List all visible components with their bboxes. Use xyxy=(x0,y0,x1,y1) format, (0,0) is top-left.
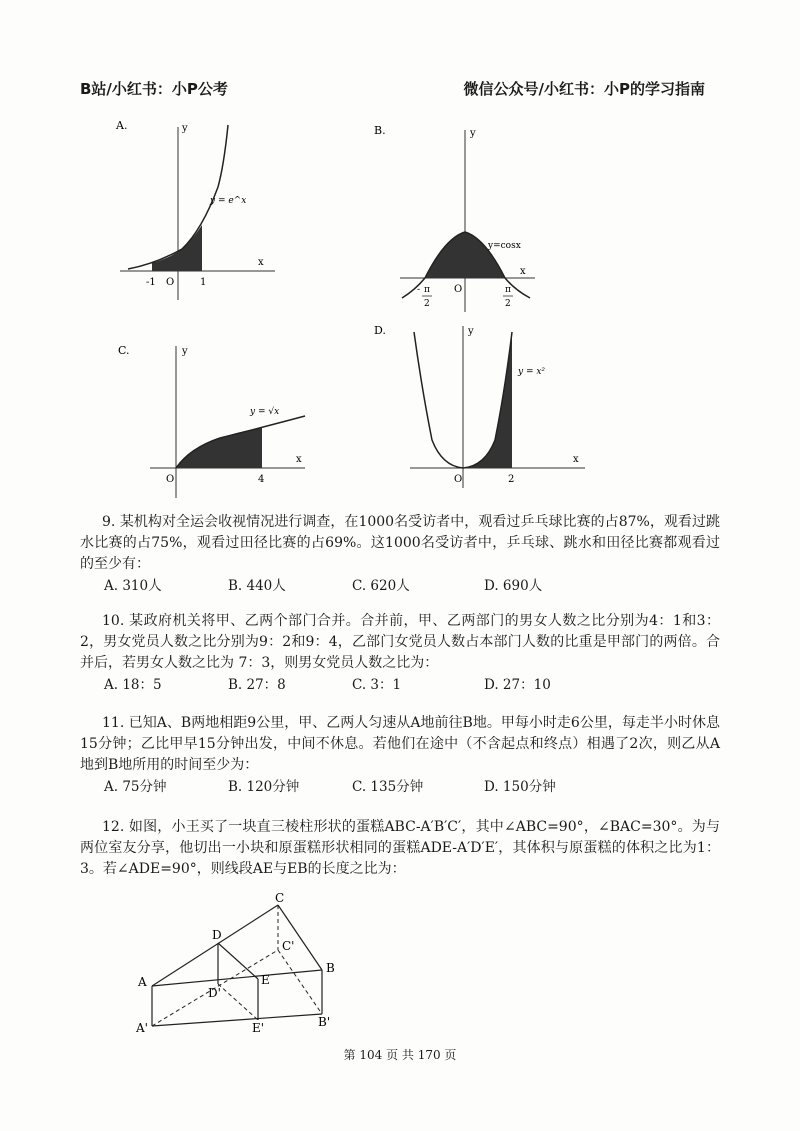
svg-text:E': E' xyxy=(252,1021,265,1035)
svg-text:A: A xyxy=(138,975,147,989)
svg-text:2: 2 xyxy=(505,299,511,309)
option-d: D. 690人 xyxy=(484,578,543,594)
svg-text:y: y xyxy=(182,123,188,134)
svg-text:π: π xyxy=(424,285,430,295)
svg-text:y = x²: y = x² xyxy=(518,367,546,377)
option-c: C. 135分钟 xyxy=(352,779,424,795)
question-text: 10. 某政府机关将甲、乙两个部门合并。合并前，甲、乙两部门的男女人数之比分别为4：1和3：2，男女党员人数之比分别为9：2和9：4，乙部门女党员人数占本部门人数的比重是甲部门的两倍。合并后，若男女人数之比为 7：3，则男女党员人数之比为： xyxy=(80,613,720,671)
graph-c-shaded-area xyxy=(176,428,262,468)
svg-text:x: x xyxy=(520,266,526,277)
question-9 xyxy=(80,512,720,597)
graph-a xyxy=(110,115,290,305)
option-b: B. 440人 xyxy=(228,578,286,594)
svg-text:x: x xyxy=(296,454,302,465)
option-b: B. 27：8 xyxy=(228,677,286,693)
svg-text:x: x xyxy=(573,454,579,465)
svg-text:E: E xyxy=(261,973,270,987)
question-text: 12. 如图，小王买了一块直三棱柱形状的蛋糕ABC-A′B′C′，其中∠ABC=90°，∠BAC=30°。为与两位室友分享，他切出一小块和原蛋糕形状相同的蛋糕ADE-A′D′E′，其体积与原蛋糕的体积之比为1：3。若∠ADE=90°，则线段AE与EB的长度之比为： xyxy=(80,819,720,877)
svg-text:A.: A. xyxy=(116,119,128,132)
option-a: A. 310人 xyxy=(104,578,162,594)
options xyxy=(80,576,720,597)
svg-text:O: O xyxy=(454,284,463,295)
svg-text:C.: C. xyxy=(118,344,130,357)
svg-text:y=cosx: y=cosx xyxy=(488,241,521,251)
svg-text:A': A' xyxy=(136,1021,148,1035)
svg-text:-: - xyxy=(417,285,421,295)
svg-text:D: D xyxy=(212,928,222,942)
svg-text:D': D' xyxy=(208,986,221,1000)
header-right: 微信公众号/小红书：小P的学习指南 xyxy=(463,80,705,98)
svg-text:x: x xyxy=(258,257,264,268)
option-c: C. 620人 xyxy=(352,578,410,594)
svg-text:y: y xyxy=(470,128,476,139)
svg-text:1: 1 xyxy=(200,277,207,288)
option-b: B. 120分钟 xyxy=(228,779,300,795)
graph-d xyxy=(370,320,590,490)
svg-text:D.: D. xyxy=(374,324,386,337)
page-footer: 第 104 页 共 170 页 xyxy=(343,1048,457,1062)
svg-text:2: 2 xyxy=(508,474,515,485)
svg-text:O: O xyxy=(166,474,175,485)
svg-text:C: C xyxy=(275,891,285,905)
graph-a-shaded-area xyxy=(152,225,202,271)
svg-text:y = √x: y = √x xyxy=(250,407,280,417)
graph-b xyxy=(370,120,550,315)
options xyxy=(80,777,720,798)
svg-text:y: y xyxy=(468,326,474,337)
options xyxy=(80,675,720,696)
svg-text:C': C' xyxy=(282,939,295,953)
svg-text:-1: -1 xyxy=(146,277,156,288)
svg-text:2: 2 xyxy=(424,299,430,309)
svg-text:B.: B. xyxy=(374,124,386,137)
option-a: A. 18：5 xyxy=(104,677,162,693)
svg-text:O: O xyxy=(166,277,175,288)
question-text: 9. 某机构对全运会收视情况进行调查，在1000名受访者中，观看过乒乓球比赛的占87%，观看过跳水比赛的占75%，观看过田径比赛的占69%。这1000名受访者中，乒乓球、跳水和田径比赛都观看过的至少有： xyxy=(80,514,720,572)
graph-c xyxy=(110,340,310,500)
svg-text:B': B' xyxy=(318,1015,331,1029)
svg-text:y: y xyxy=(182,346,188,357)
option-c: C. 3：1 xyxy=(352,677,402,693)
question-11 xyxy=(80,713,720,798)
prism-figure xyxy=(130,888,370,1038)
graph-d-shaded-area xyxy=(463,332,512,468)
header-left: B站/小红书：小P公考 xyxy=(80,80,228,98)
question-text: 11. 已知A、B两地相距9公里，甲、乙两人匀速从A地前往B地。甲每小时走6公里，每走半小时休息15分钟；乙比甲早15分钟出发，中间不休息。若他们在途中（不含起点和终点）相遇了2次，则乙从A地到B地所用的时间至少为： xyxy=(80,715,720,773)
option-d: D. 150分钟 xyxy=(484,779,556,795)
svg-text:O: O xyxy=(454,474,463,485)
svg-text:π: π xyxy=(505,285,511,295)
svg-text:B: B xyxy=(326,961,335,975)
question-10 xyxy=(80,611,720,696)
option-a: A. 75分钟 xyxy=(104,779,167,795)
option-d: D. 27：10 xyxy=(484,677,551,693)
svg-text:y = e^x: y = e^x xyxy=(210,196,247,206)
question-12 xyxy=(80,817,720,880)
svg-text:4: 4 xyxy=(258,474,265,485)
